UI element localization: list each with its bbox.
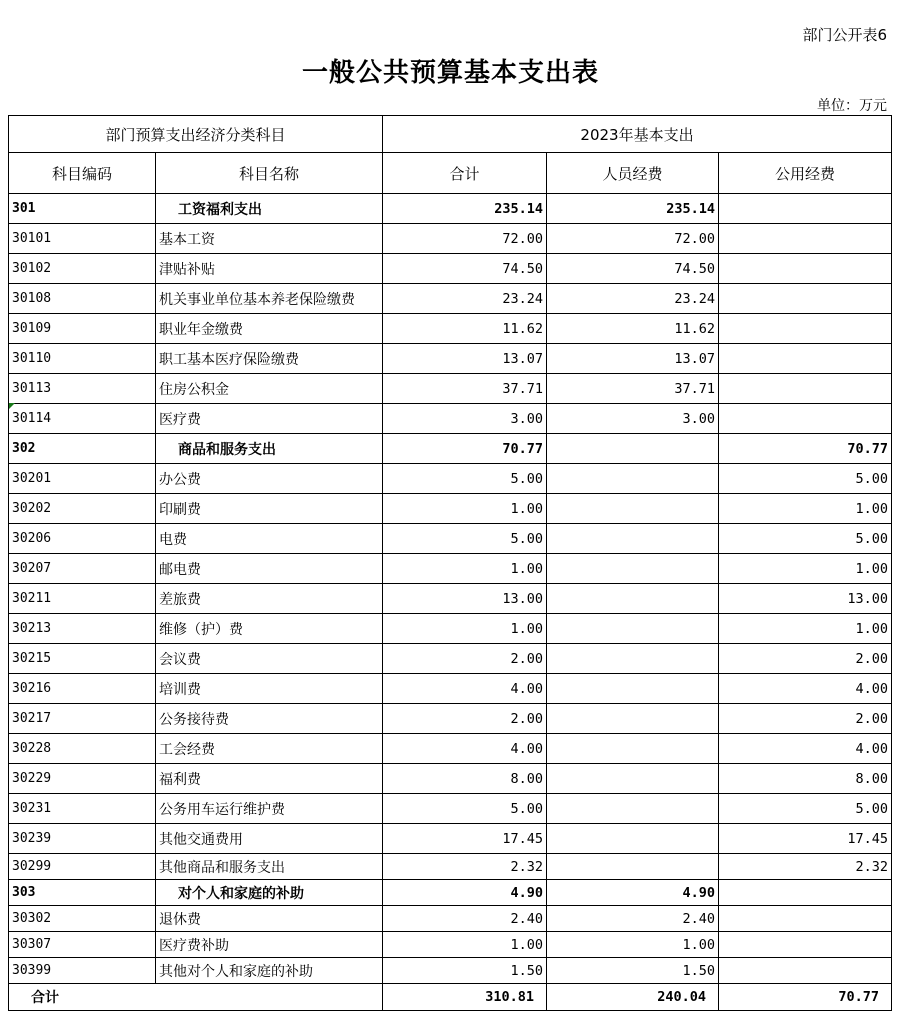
public-cell [719,374,892,404]
public-cell [719,958,892,984]
personnel-cell [547,854,719,880]
public-cell: 5.00 [719,794,892,824]
table-row [9,494,892,524]
header-personnel: 人员经费 [547,153,719,194]
personnel-cell [547,734,719,764]
personnel-cell [547,554,719,584]
table-row [9,224,892,254]
header-public: 公用经费 [719,153,892,194]
name-cell: 职工基本医疗保险缴费 [156,344,383,374]
total-cell: 235.14 [383,194,547,224]
public-cell: 2.00 [719,644,892,674]
header-row-columns [9,153,892,194]
public-cell [719,906,892,932]
name-cell: 津贴补贴 [156,254,383,284]
table-row [9,554,892,584]
public-cell [719,284,892,314]
personnel-cell: 1.50 [547,958,719,984]
total-cell: 2.00 [383,644,547,674]
personnel-cell: 2.40 [547,906,719,932]
table-row [9,932,892,958]
name-cell: 培训费 [156,674,383,704]
name-cell: 工会经费 [156,734,383,764]
name-cell: 电费 [156,524,383,554]
total-cell: 2.32 [383,854,547,880]
personnel-cell [547,464,719,494]
total-cell: 4.90 [383,880,547,906]
table-row [9,958,892,984]
personnel-cell [547,524,719,554]
public-cell: 2.00 [719,704,892,734]
name-cell: 福利费 [156,764,383,794]
name-cell: 医疗费 [156,404,383,434]
code-cell: 30102 [9,254,156,284]
header-basic-expenditure-year: 2023年基本支出 [383,116,892,153]
code-cell: 30302 [9,906,156,932]
table-row [9,404,892,434]
name-cell: 医疗费补助 [156,932,383,958]
personnel-cell [547,704,719,734]
public-cell [719,880,892,906]
public-cell: 4.00 [719,734,892,764]
total-cell: 72.00 [383,224,547,254]
table-row [9,906,892,932]
total-cell: 74.50 [383,254,547,284]
total-cell: 17.45 [383,824,547,854]
public-cell: 1.00 [719,554,892,584]
table-row [9,764,892,794]
public-cell: 5.00 [719,524,892,554]
name-cell: 基本工资 [156,224,383,254]
personnel-cell [547,614,719,644]
code-cell: 30231 [9,794,156,824]
code-cell: 30229 [9,764,156,794]
name-cell: 其他对个人和家庭的补助 [156,958,383,984]
public-cell [719,344,892,374]
category-row [9,194,892,224]
total-cell: 23.24 [383,284,547,314]
name-cell: 机关事业单位基本养老保险缴费 [156,284,383,314]
public-cell: 70.77 [719,434,892,464]
personnel-cell [547,644,719,674]
public-cell: 17.45 [719,824,892,854]
table-row [9,344,892,374]
total-cell: 5.00 [383,794,547,824]
public-cell [719,932,892,958]
personnel-cell: 74.50 [547,254,719,284]
total-cell: 3.00 [383,404,547,434]
name-cell: 职业年金缴费 [156,314,383,344]
header-name: 科目名称 [156,153,383,194]
table-number: 部门公开表6 [802,26,887,44]
code-cell: 30207 [9,554,156,584]
name-cell: 退休费 [156,906,383,932]
public-cell: 4.00 [719,674,892,704]
personnel-cell [547,824,719,854]
personnel-cell [547,434,719,464]
code-cell: 30201 [9,464,156,494]
total-cell: 13.00 [383,584,547,614]
total-cell: 1.50 [383,958,547,984]
total-cell: 2.40 [383,906,547,932]
code-cell: 30399 [9,958,156,984]
public-sum: 70.77 [719,984,892,1011]
header-row-group [9,116,892,153]
code-cell: 30211 [9,584,156,614]
name-cell: 其他商品和服务支出 [156,854,383,880]
public-cell: 1.00 [719,614,892,644]
table-row [9,794,892,824]
table-row [9,254,892,284]
name-cell: 工资福利支出 [156,194,383,224]
budget-table [8,115,892,1011]
total-label: 合计 [9,984,383,1011]
public-cell [719,404,892,434]
code-cell: 30202 [9,494,156,524]
personnel-cell: 3.00 [547,404,719,434]
table-row [9,854,892,880]
code-cell: 303 [9,880,156,906]
code-cell: 30109 [9,314,156,344]
personnel-cell [547,674,719,704]
code-cell: 301 [9,194,156,224]
table-row [9,644,892,674]
public-cell: 8.00 [719,764,892,794]
total-cell: 1.00 [383,932,547,958]
public-cell: 5.00 [719,464,892,494]
total-cell: 4.00 [383,674,547,704]
total-sum: 310.81 [383,984,547,1011]
personnel-cell: 37.71 [547,374,719,404]
code-cell: 30213 [9,614,156,644]
total-cell: 5.00 [383,464,547,494]
personnel-cell: 23.24 [547,284,719,314]
name-cell: 公务用车运行维护费 [156,794,383,824]
total-cell: 5.00 [383,524,547,554]
total-cell: 1.00 [383,614,547,644]
total-cell: 13.07 [383,344,547,374]
code-cell: 30101 [9,224,156,254]
name-cell: 对个人和家庭的补助 [156,880,383,906]
category-row [9,434,892,464]
public-cell: 13.00 [719,584,892,614]
personnel-cell [547,494,719,524]
personnel-cell [547,584,719,614]
public-cell [719,224,892,254]
personnel-cell: 4.90 [547,880,719,906]
total-cell: 1.00 [383,494,547,524]
personnel-cell: 1.00 [547,932,719,958]
name-cell: 维修（护）费 [156,614,383,644]
name-cell: 公务接待费 [156,704,383,734]
name-cell: 差旅费 [156,584,383,614]
personnel-cell: 235.14 [547,194,719,224]
code-cell: 30206 [9,524,156,554]
name-cell: 其他交通费用 [156,824,383,854]
table-row [9,734,892,764]
name-cell: 印刷费 [156,494,383,524]
page-title: 一般公共预算基本支出表 [301,58,599,88]
name-cell: 会议费 [156,644,383,674]
personnel-cell: 13.07 [547,344,719,374]
public-cell [719,194,892,224]
table-row [9,284,892,314]
code-cell: 30216 [9,674,156,704]
table-row [9,614,892,644]
unit-label: 单位：万元 [817,98,887,114]
code-cell: 302 [9,434,156,464]
public-cell [719,314,892,344]
total-cell: 70.77 [383,434,547,464]
code-cell: 30307 [9,932,156,958]
code-cell: 30299 [9,854,156,880]
table-row [9,704,892,734]
table-row [9,524,892,554]
personnel-cell [547,764,719,794]
total-cell: 2.00 [383,704,547,734]
personnel-sum: 240.04 [547,984,719,1011]
total-cell: 8.00 [383,764,547,794]
name-cell: 商品和服务支出 [156,434,383,464]
code-cell: 30239 [9,824,156,854]
table-row [9,824,892,854]
table-row [9,584,892,614]
public-cell [719,254,892,284]
total-cell: 11.62 [383,314,547,344]
personnel-cell [547,794,719,824]
header-total: 合计 [383,153,547,194]
category-row [9,880,892,906]
header-code: 科目编码 [9,153,156,194]
code-cell: 30217 [9,704,156,734]
code-cell: 30113 [9,374,156,404]
header-economic-classification: 部门预算支出经济分类科目 [9,116,383,153]
name-cell: 邮电费 [156,554,383,584]
name-cell: 住房公积金 [156,374,383,404]
code-cell: 30108 [9,284,156,314]
table-row [9,314,892,344]
total-row [9,984,892,1011]
personnel-cell: 11.62 [547,314,719,344]
code-cell: 30110 [9,344,156,374]
table-row [9,674,892,704]
code-cell: 30215 [9,644,156,674]
cell-comment-marker [9,403,15,409]
total-cell: 1.00 [383,554,547,584]
code-cell: 30114 [9,404,156,434]
public-cell: 2.32 [719,854,892,880]
table-row [9,374,892,404]
code-cell: 30228 [9,734,156,764]
total-cell: 37.71 [383,374,547,404]
public-cell: 1.00 [719,494,892,524]
name-cell: 办公费 [156,464,383,494]
total-cell: 4.00 [383,734,547,764]
table-row [9,464,892,494]
personnel-cell: 72.00 [547,224,719,254]
